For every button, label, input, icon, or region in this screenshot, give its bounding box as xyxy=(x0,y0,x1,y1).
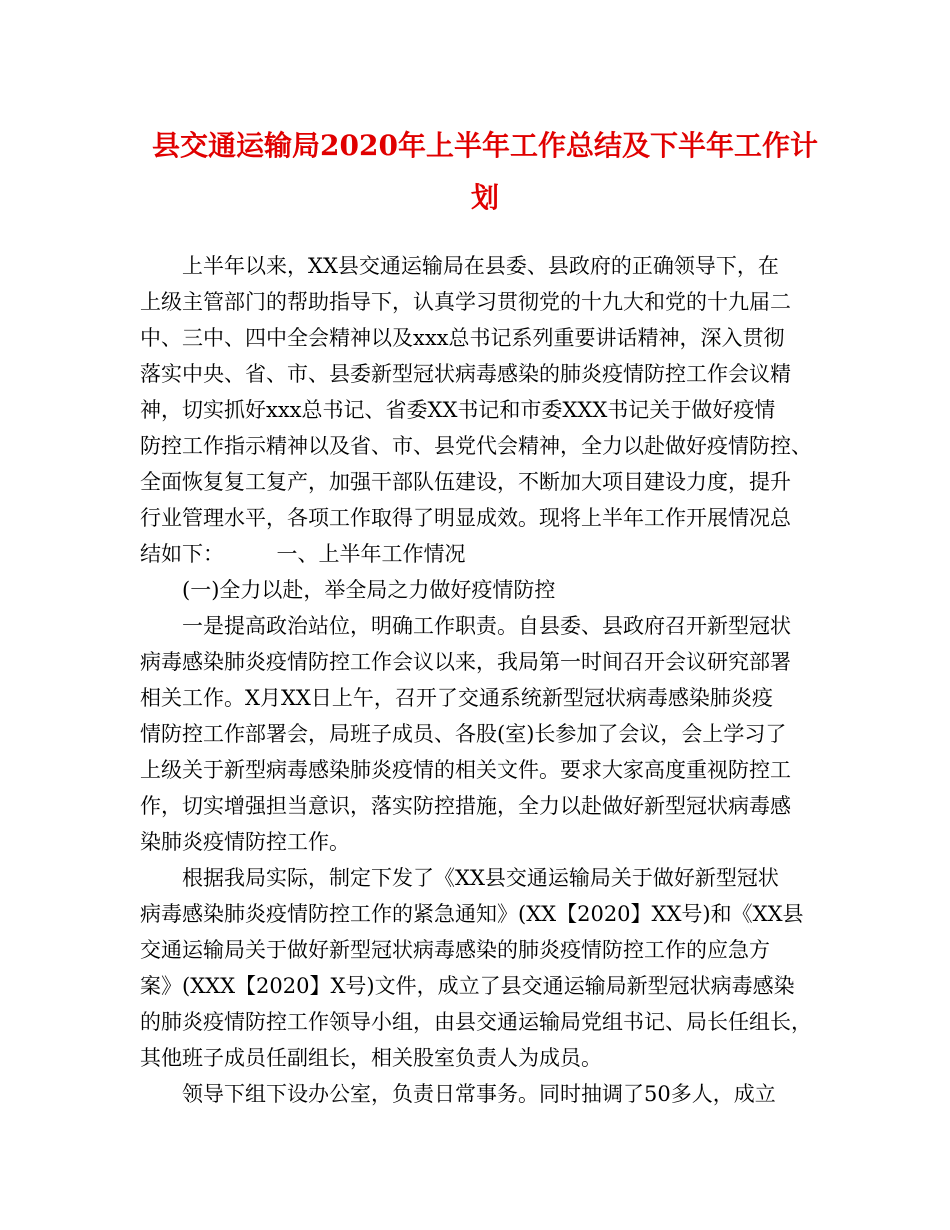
paragraph-line: 染肺炎疫情防控工作。 xyxy=(140,830,350,854)
paragraph-line: 全面恢复复工复产，加强干部队伍建设，不断加大项目建设力度，提升 xyxy=(140,470,791,494)
paragraph-line: 上级关于新型病毒感染肺炎疫情的相关文件。要求大家高度重视防控工 xyxy=(140,758,791,782)
paragraph-line: 交通运输局关于做好新型冠状病毒感染的肺炎疫情防控工作的应急方 xyxy=(140,938,770,962)
paragraph-line: 的肺炎疫情防控工作领导小组，由县交通运输局党组书记、局长任组长， xyxy=(140,1010,812,1034)
paragraph-line: 落实中央、省、市、县委新型冠状病毒感染的肺炎疫情防控工作会议精 xyxy=(140,362,791,386)
title-line-2: 划 xyxy=(470,181,499,214)
paragraph-line: 情防控工作部署会，局班子成员、各股(室)长参加了会议，会上学习了 xyxy=(140,722,787,746)
paragraph-line: 相关工作。X月XX日上午，召开了交通系统新型冠状病毒感染肺炎疫 xyxy=(140,686,773,710)
paragraph-line: 中、三中、四中全会精神以及xxx总书记系列重要讲话精神，深入贯彻 xyxy=(140,326,785,350)
paragraph-line: 神，切实抓好xxx总书记、省委XX书记和市委XXX书记关于做好疫情 xyxy=(140,398,776,422)
section-subheading: (一)全力以赴，举全局之力做好疫情防控 xyxy=(182,578,556,602)
paragraph-line: 其他班子成员任副组长，相关股室负责人为成员。 xyxy=(140,1046,602,1070)
paragraph-line: 上半年以来，XX县交通运输局在县委、县政府的正确领导下，在 xyxy=(182,254,779,278)
paragraph-line: 上级主管部门的帮助指导下，认真学习贯彻党的十九大和党的十九届二 xyxy=(140,290,791,314)
paragraph-line: 作，切实增强担当意识，落实防控措施，全力以赴做好新型冠状病毒感 xyxy=(140,794,791,818)
paragraph-line: 病毒感染肺炎疫情防控工作会议以来，我局第一时间召开会议研究部署 xyxy=(140,650,791,674)
paragraph-line: 病毒感染肺炎疫情防控工作的紧急通知》(XX【2020】XX号)和《XX县 xyxy=(140,902,804,926)
paragraph-line: 案》(XXX【2020】X号)文件，成立了县交通运输局新型冠状病毒感染 xyxy=(140,974,795,998)
paragraph-line: 领导下组下设办公室，负责日常事务。同时抽调了50多人，成立 xyxy=(182,1082,776,1106)
document-body xyxy=(140,248,830,1112)
paragraph-line: 行业管理水平，各项工作取得了明显成效。现将上半年工作开展情况总 xyxy=(140,506,791,530)
document-title xyxy=(140,120,830,224)
title-line-1: 县交通运输局2020年上半年工作总结及下半年工作计 xyxy=(152,129,818,162)
paragraph-line: 根据我局实际，制定下发了《XX县交通运输局关于做好新型冠状 xyxy=(182,866,779,890)
paragraph-line-with-section-heading: 结如下： 一、上半年工作情况 xyxy=(140,542,466,566)
paragraph-line: 防控工作指示精神以及省、市、县党代会精神，全力以赴做好疫情防控、 xyxy=(140,434,812,458)
paragraph-line: 一是提高政治站位，明确工作职责。自县委、县政府召开新型冠状 xyxy=(182,614,791,638)
